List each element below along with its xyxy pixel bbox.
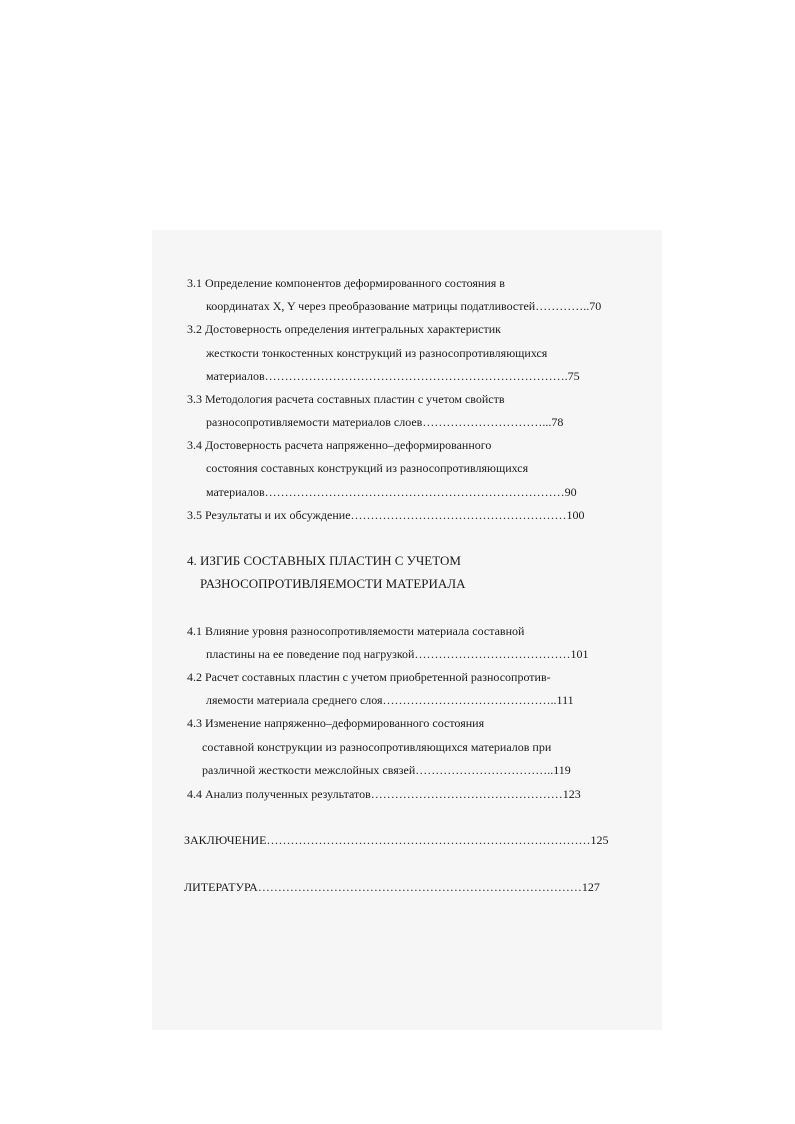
toc-entry-4-3-page: различной жесткости межслойных связей……………………………..119 bbox=[202, 763, 571, 777]
toc-entry-3-4: 3.4 Достоверность расчета напряженно–деформированного bbox=[187, 438, 492, 452]
toc-entry-4-3: 4.3 Изменение напряженно–деформированного состояния bbox=[187, 716, 485, 730]
toc-conclusion: ЗАКЛЮЧЕНИЕ………………………………………………………………………125 bbox=[184, 833, 609, 847]
toc-entry-3-5: 3.5 Результаты и их обсуждение………………………………………………100 bbox=[187, 508, 585, 522]
chapter-4-heading-cont: РАЗНОСОПРОТИВЛЯЕМОСТИ МАТЕРИАЛА bbox=[200, 576, 466, 591]
toc-entry-4-3-cont: составной конструкции из разносопротивляющихся материалов при bbox=[202, 740, 552, 754]
toc-entry-3-4-cont: состояния составных конструкций из разносопротивляющихся bbox=[206, 461, 529, 475]
toc-entry-3-4-page: материалов…………………………………………………………………90 bbox=[206, 485, 577, 499]
toc-entry-4-2-page: ляемости материала среднего слоя……………………………………..111 bbox=[206, 693, 574, 707]
toc-entry-3-3: 3.3 Методология расчета составных пластин с учетом свойств bbox=[187, 392, 505, 406]
toc-references: ЛИТЕРАТУРА………………………………………………………………………127 bbox=[184, 880, 600, 894]
toc-entry-3-3-page: разносопротивляемости материалов слоев…………………………...78 bbox=[206, 415, 564, 429]
toc-entry-3-2-page: материалов………………………………………………………………….75 bbox=[206, 369, 580, 383]
toc-entry-4-1: 4.1 Влияние уровня разносопротивляемости материала составной bbox=[187, 624, 525, 638]
toc-entry-3-2: 3.2 Достоверность определения интегральных характеристик bbox=[187, 322, 501, 336]
toc-entry-3-1: 3.1 Определение компонентов деформированного состояния в bbox=[187, 276, 505, 290]
toc-entry-3-1-cont: координатах X, Y через преобразование матрицы податливостей…………..70 bbox=[206, 299, 602, 313]
toc-entry-4-4: 4.4 Анализ полученных результатов…………………………………………123 bbox=[187, 787, 581, 801]
toc-entry-4-2: 4.2 Расчет составных пластин с учетом приобретенной разносопротив- bbox=[187, 670, 551, 684]
toc-entry-3-2-cont: жесткости тонкостенных конструкций из разносопротивляющихся bbox=[206, 346, 548, 360]
chapter-4-heading: 4. ИЗГИБ СОСТАВНЫХ ПЛАСТИН С УЧЕТОМ bbox=[187, 553, 461, 568]
toc-entry-4-1-page: пластины на ее поведение под нагрузкой…………………………………101 bbox=[206, 647, 589, 661]
